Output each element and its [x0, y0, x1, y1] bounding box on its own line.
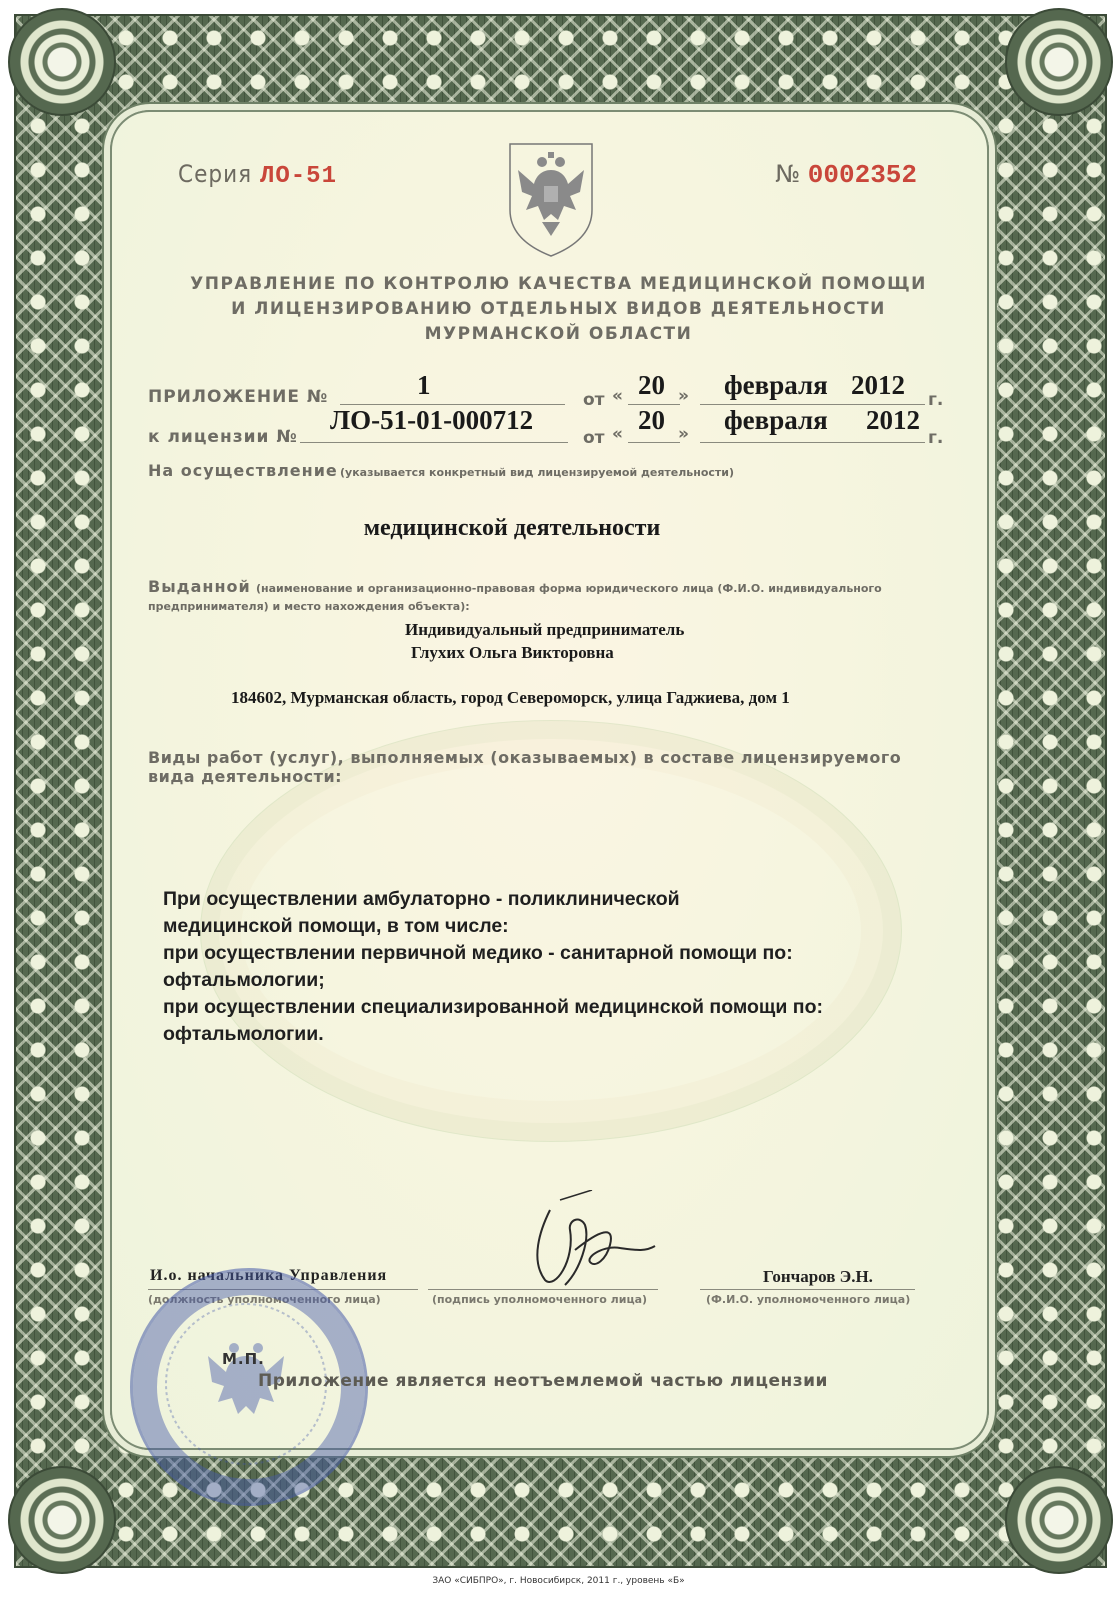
activity-hint: (указывается конкретный вид лицензируемой деятельности): [340, 466, 735, 479]
issuing-authority: [0, 272, 1117, 347]
service-line: офтальмологии.: [163, 1023, 324, 1045]
services-list: [163, 886, 823, 1048]
license-label: к лицензии №: [148, 427, 298, 447]
integral-part-note: Приложение является неотъемлемой частью лицензии: [258, 1371, 828, 1391]
license-year: 2012: [866, 405, 920, 435]
position-caption: (должность уполномоченного лица): [148, 1293, 381, 1306]
signatory-name: Гончаров Э.Н.: [763, 1267, 873, 1286]
holder-address: 184602, Мурманская область, город Североморск, улица Гаджиева, дом 1: [231, 688, 790, 707]
appendix-day: 20: [638, 370, 665, 400]
blank-number-field: [775, 160, 917, 190]
service-line: При осуществлении амбулаторно - поликлинической: [163, 888, 680, 910]
series-value: ЛО-51: [259, 163, 337, 190]
authority-line: УПРАВЛЕНИЕ ПО КОНТРОЛЮ КАЧЕСТВА МЕДИЦИНСКОЙ ПОМОЩИ: [190, 274, 927, 294]
holder-type: Индивидуальный предприниматель: [405, 620, 685, 639]
license-from-label: от: [583, 428, 605, 448]
authority-line: И ЛИЦЕНЗИРОВАНИЮ ОТДЕЛЬНЫХ ВИДОВ ДЕЯТЕЛЬНОСТИ: [231, 299, 886, 319]
series-field: [178, 160, 337, 190]
issued-label: Выданной: [148, 577, 251, 596]
appendix-year-suffix: г.: [928, 390, 944, 410]
license-month: февраля: [724, 405, 828, 435]
license-quote-close: »: [678, 424, 689, 444]
holder-name: Глухих Ольга Викторовна: [411, 643, 614, 662]
issued-hint-2: предпринимателя) и место нахождения объекта):: [148, 600, 470, 613]
service-line: медицинской помощи, в том числе:: [163, 915, 509, 937]
handwritten-signature: [520, 1190, 670, 1300]
number-sign: №: [775, 160, 801, 188]
license-number: ЛО-51-01-000712: [330, 405, 534, 435]
blank-number: 0002352: [807, 160, 917, 190]
service-line: при осуществлении первичной медико - санитарной помощи по:: [163, 942, 793, 964]
activity-value: медицинской деятельности: [363, 515, 661, 541]
corner-rosette: [1005, 1466, 1113, 1574]
service-line: при осуществлении специализированной медицинской помощи по:: [163, 996, 823, 1018]
works-label-2: вида деятельности:: [148, 767, 343, 786]
corner-rosette: [1005, 8, 1113, 116]
corner-rosette: [8, 8, 116, 116]
license-quote-open: «: [612, 424, 623, 444]
activity-label: На осуществление: [148, 461, 338, 480]
corner-rosette: [8, 1466, 116, 1574]
license-year-suffix: г.: [928, 428, 944, 448]
russian-coat-of-arms-icon: [502, 140, 600, 260]
service-line: офтальмологии;: [163, 969, 325, 991]
issued-hint-1: (наименование и организационно-правовая форма юридического лица (Ф.И.О. индивидуального: [256, 582, 882, 595]
series-label: Серия: [178, 160, 253, 188]
license-day: 20: [638, 405, 665, 435]
appendix-year: 2012: [851, 370, 905, 400]
appendix-number: 1: [417, 370, 431, 400]
seal-label: М.П.: [222, 1350, 265, 1368]
appendix-month: февраля: [724, 370, 828, 400]
appendix-quote-close: »: [678, 386, 689, 406]
printer-imprint: ЗАО «СИБПРО», г. Новосибирск, 2011 г., уровень «Б»: [432, 1576, 685, 1586]
works-label-1: Виды работ (услуг), выполняемых (оказываемых) в составе лицензируемого: [148, 748, 902, 767]
appendix-from-label: от: [583, 390, 605, 410]
signature-caption: (подпись уполномоченного лица): [432, 1293, 648, 1306]
signatory-position: И.о. начальника Управления: [150, 1267, 388, 1284]
authority-line: МУРМАНСКОЙ ОБЛАСТИ: [424, 324, 693, 344]
name-caption: (Ф.И.О. уполномоченного лица): [706, 1293, 911, 1306]
appendix-quote-open: «: [612, 386, 623, 406]
appendix-label: ПРИЛОЖЕНИЕ №: [148, 387, 329, 407]
